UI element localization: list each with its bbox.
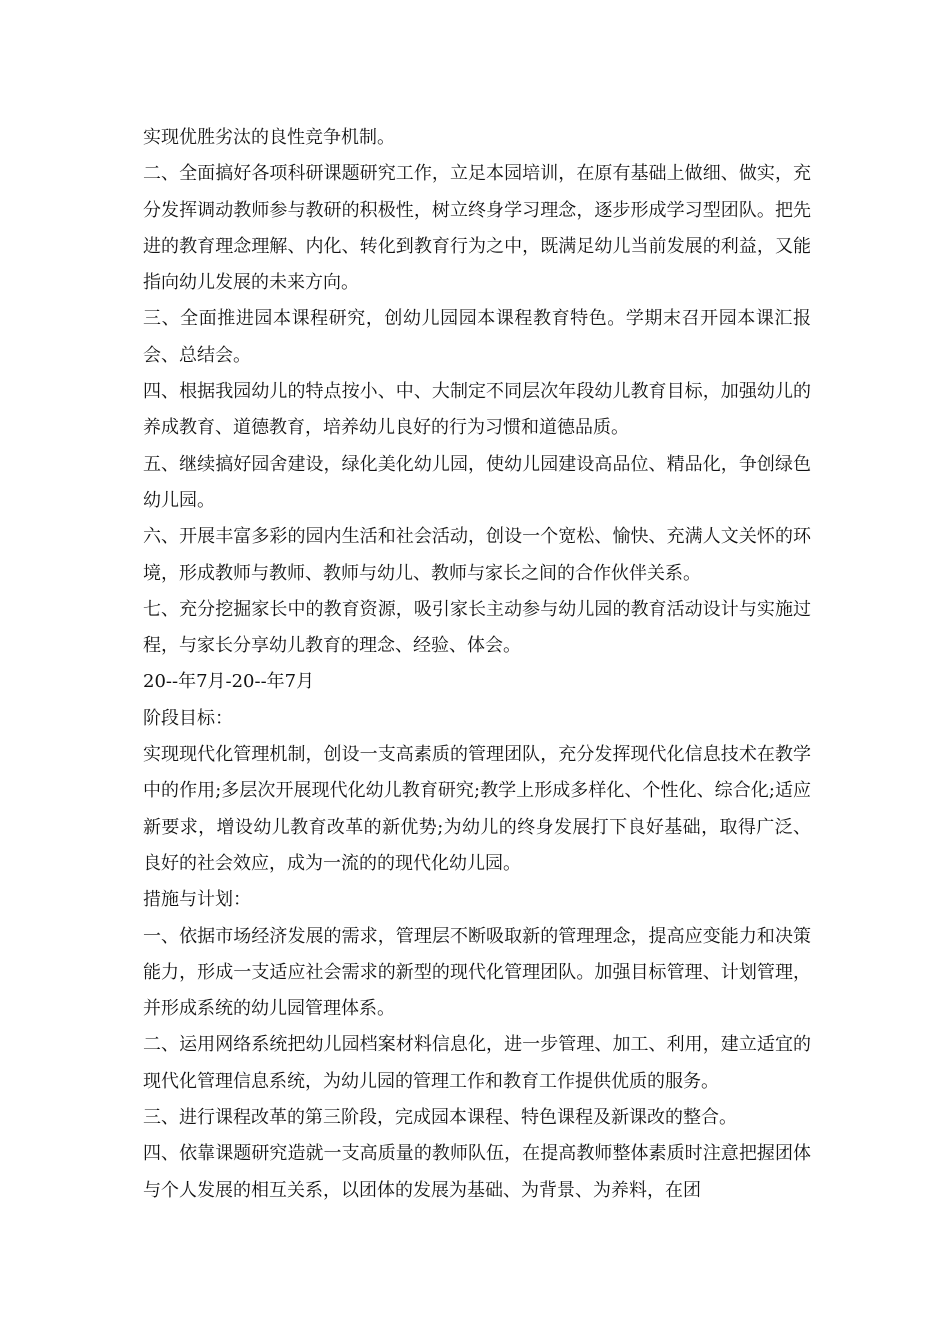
paragraph-item-6-activities: 六、开展丰富多彩的园内生活和社会活动，创设一个宽松、愉快、充满人文关怀的环境，形成教师与教师、教师与幼儿、教师与家长之间的合作伙伴关系。 [143, 526, 811, 584]
stage-goal-heading: 阶段目标： [143, 707, 233, 729]
measures-heading: 措施与计划： [143, 889, 251, 911]
measure-item-2: 二、运用网络系统把幼儿园档案材料信息化，进一步管理、加工、利用，建立适宜的现代化管理信息系统，为幼儿园的管理工作和教育工作提供优质的服务。 [143, 1034, 811, 1092]
date-range-heading: 20--年7月-20--年7月 [143, 671, 315, 693]
paragraph-continuation: 实现优胜劣汰的良性竞争机制。 [143, 127, 395, 148]
paragraph-item-5-campus: 五、继续搞好园舍建设，绿化美化幼儿园，使幼儿园建设高品位、精品化，争创绿色幼儿园。 [143, 453, 811, 511]
paragraph-item-3-curriculum: 三、全面推进园本课程研究，创幼儿园园本课程教育特色。学期末召开园本课汇报会、总结会。 [143, 308, 811, 366]
paragraph-item-2-research: 二、全面搞好各项科研课题研究工作，立足本园培训，在原有基础上做细、做实，充分发挥调动教师参与教研的积极性，树立终身学习理念，逐步形成学习型团队。把先进的教育理念理解、内化、转化到教育行为之中，既满足幼儿当前发展的利益，又能指向幼儿发展的未来方向。 [143, 163, 811, 294]
measure-item-3: 三、进行课程改革的第三阶段，完成园本课程、特色课程及新课改的整合。 [143, 1107, 737, 1129]
measure-item-4: 四、依靠课题研究造就一支高质量的教师队伍，在提高教师整体素质时注意把握团体与个人发展的相互关系，以团体的发展为基础、为背景、为养料，在团 [143, 1143, 811, 1201]
paragraph-item-7-parents: 七、充分挖掘家长中的教育资源，吸引家长主动参与幼儿园的教育活动设计与实施过程，与家长分享幼儿教育的理念、经验、体会。 [143, 598, 811, 657]
paragraph-item-4-goals: 四、根据我园幼儿的特点按小、中、大制定不同层次年段幼儿教育目标，加强幼儿的养成教育、道德教育，培养幼儿良好的行为习惯和道德品质。 [143, 381, 811, 439]
measure-item-1: 一、依据市场经济发展的需求，管理层不断吸取新的管理理念，提高应变能力和决策能力，形成一支适应社会需求的新型的现代化管理团队。加强目标管理、计划管理，并形成系统的幼儿园管理体系。 [143, 925, 811, 1020]
document-body [143, 120, 811, 1209]
stage-goal-text: 实现现代化管理机制，创设一支高素质的管理团队，充分发挥现代化信息技术在教学中的作用;多层次开展现代化幼儿教育研究;教学上形成多样化、个性化、综合化;适应新要求，增设幼儿教育改革的新优势;为幼儿的终身发展打下良好基础，取得广泛、良好的社会效应，成为一流的的现代化幼儿园。 [143, 744, 811, 874]
